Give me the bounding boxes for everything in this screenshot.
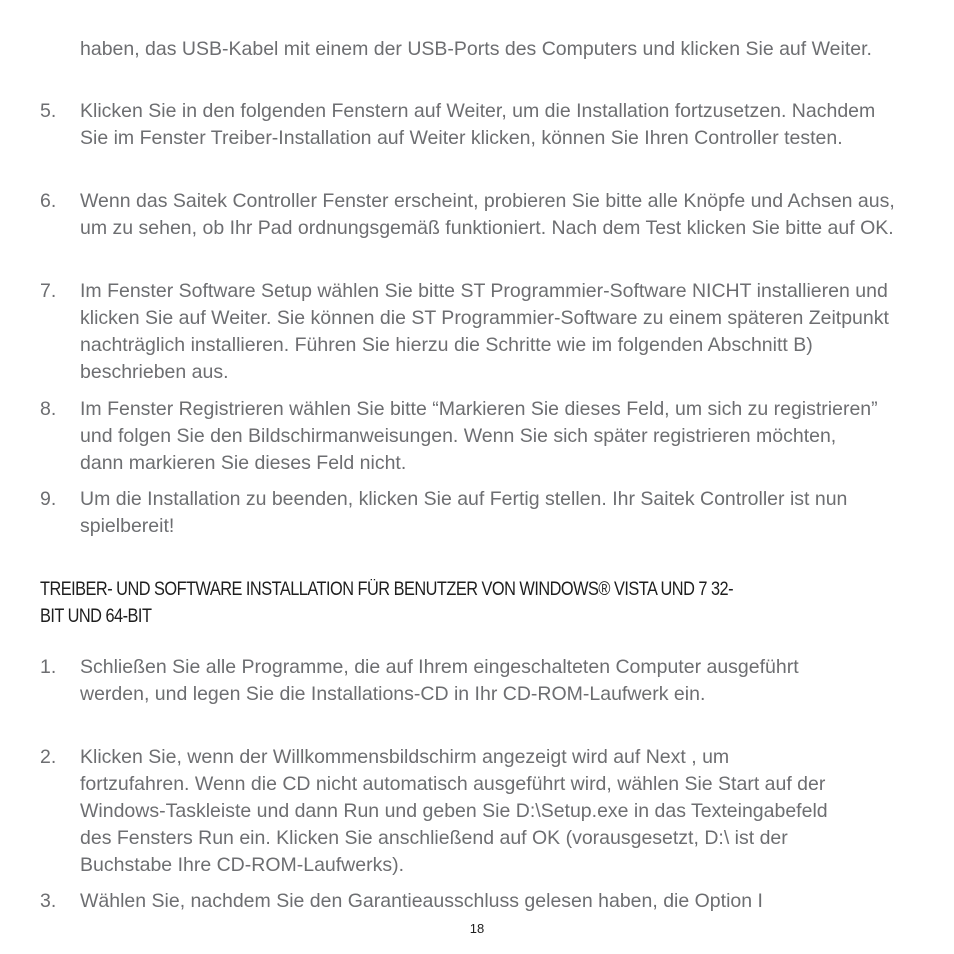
section-heading-line-2: BIT UND 64-BIT: [40, 606, 152, 627]
list-item-text: Klicken Sie, wenn der Willkommensbildschirm angezeigt wird auf Next , um fortzufahren. Wenn die CD nicht automatisch ausgeführt wird, wählen Sie Start auf der Windows-Taskleiste und dann Run und geben Sie D:\Setup.exe in das Texteingabefeld des Fensters Run ein. Klicken Sie anschließend auf OK (vorausgesetzt, D:\ ist der Buchstabe Ihre CD-ROM-Laufwerks).: [80, 746, 828, 876]
page-number: 18: [469, 921, 485, 936]
list-item: [40, 654, 920, 736]
list-item: [40, 888, 920, 915]
list-item: [40, 396, 920, 478]
list-item-number: 7.: [40, 280, 57, 302]
section-heading-line-1: TREIBER- UND SOFTWARE INSTALLATION FÜR BENUTZER VON WINDOWS® VISTA UND 7 32-: [40, 579, 734, 600]
list-item: [40, 188, 920, 270]
list-item-number: 5.: [40, 100, 57, 122]
list-item: [40, 278, 920, 388]
list-item-number: 6.: [40, 190, 57, 212]
list-item: [40, 98, 920, 180]
installation-steps-list: [40, 98, 920, 550]
list-item-text: Schließen Sie alle Programme, die auf Ihrem eingeschalteten Computer ausgeführt werden, und legen Sie die Installations-CD in Ihr CD-ROM-Laufwerk ein.: [80, 656, 799, 705]
list-item-text: Wählen Sie, nachdem Sie den Garantieausschluss gelesen haben, die Option I: [80, 890, 763, 912]
section-heading: [40, 576, 900, 630]
list-item: [40, 486, 920, 542]
vista-installation-steps-list: [40, 654, 920, 923]
list-item-text: Im Fenster Software Setup wählen Sie bitte ST Programmier-Software NICHT installieren und klicken Sie auf Weiter. Sie können die ST Programmier-Software zu einem späteren Zeitpunkt nachträglich installieren. Führen Sie hierzu die Schritte wie im folgenden Abschnitt B) beschrieben aus.: [80, 280, 889, 383]
list-item-number: 9.: [40, 488, 57, 510]
list-item-number: 2.: [40, 746, 57, 768]
list-item-number: 8.: [40, 398, 57, 420]
list-item-text: Klicken Sie in den folgenden Fenstern auf Weiter, um die Installation fortzusetzen. Nachdem Sie im Fenster Treiber-Installation auf Weiter klicken, können Sie Ihren Controller testen.: [80, 100, 876, 149]
list-item-text: Wenn das Saitek Controller Fenster erscheint, probieren Sie bitte alle Knöpfe und Achsen aus, um zu sehen, ob Ihr Pad ordnungsgemäß funktioniert. Nach dem Test klicken Sie bitte auf OK.: [80, 190, 895, 239]
continuation-paragraph: haben, das USB-Kabel mit einem der USB-Ports des Computers und klicken Sie auf Weiter.: [80, 38, 872, 60]
list-item-number: 1.: [40, 656, 57, 678]
list-item-number: 3.: [40, 890, 57, 912]
list-item: [40, 744, 920, 880]
list-item-text: Um die Installation zu beenden, klicken Sie auf Fertig stellen. Ihr Saitek Controller ist nun spielbereit!: [80, 488, 848, 537]
list-item-text: Im Fenster Registrieren wählen Sie bitte “Markieren Sie dieses Feld, um sich zu registrieren” und folgen Sie den Bildschirmanweisungen. Wenn Sie sich später registrieren möchten, dann markieren Sie dieses Feld nicht.: [80, 398, 878, 474]
